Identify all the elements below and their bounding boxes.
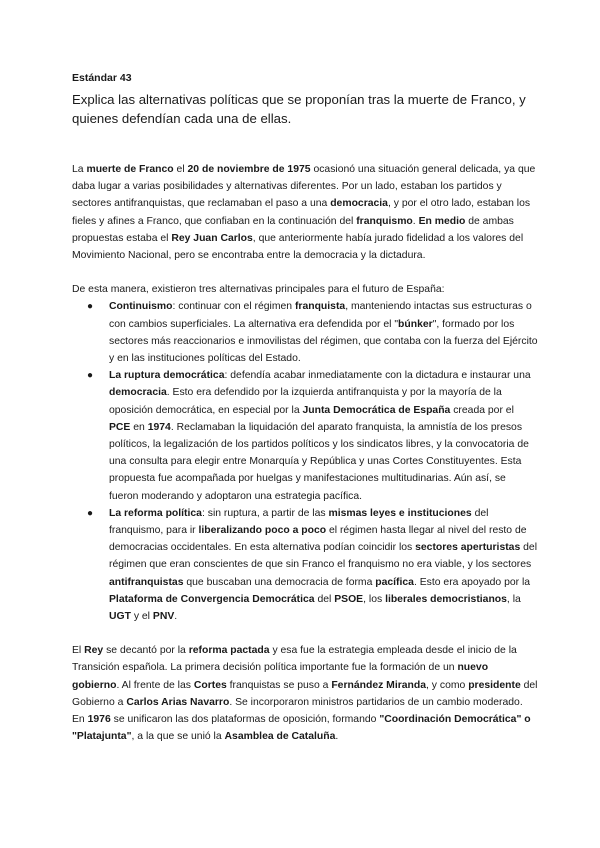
bold-run: La ruptura democrática bbox=[109, 370, 225, 382]
bold-run: 20 de noviembre de 1975 bbox=[187, 164, 311, 175]
text-run: : continuar con el régimen bbox=[172, 301, 295, 313]
text-run: el régimen hasta llegar al nivel del resto de democracias occidentales. En esta alternativa podían coincidir los bbox=[109, 525, 527, 554]
bullet-icon: ● bbox=[87, 301, 94, 313]
list-item bbox=[87, 298, 538, 367]
text-run: del franquismo, para ir bbox=[109, 507, 489, 537]
standard-label: Estándar 43 bbox=[72, 72, 132, 84]
list-item-text bbox=[109, 370, 531, 501]
text-run: De esta manera, existieron tres alternativas principales para el futuro de España: bbox=[72, 284, 445, 296]
text-run: y esa fue la estrategia empleada desde el inicio de la Transición española. La primera decisión política importante fue la formación de un bbox=[72, 645, 517, 674]
bold-run: Carlos Arias Navarro bbox=[126, 696, 230, 708]
text-run: . Al frente de las bbox=[116, 679, 194, 691]
bold-run: antifranquistas bbox=[109, 576, 184, 588]
bold-run: Rey bbox=[84, 645, 104, 657]
list-item-text bbox=[109, 508, 537, 622]
list-item-text bbox=[109, 301, 538, 364]
text-run: : defendía acabar inmediatamente con la dictadura e instaurar una bbox=[224, 370, 531, 382]
text-run: , manteniendo intactas sus estructuras o con cambios superficiales. La alternativa era defendida por el " bbox=[109, 301, 532, 330]
text-run: . Reclamaban la liquidación del aparato franquista, la amnistía de los presos políticos, la legalización de los partidos políticos y los sindicatos libres, y la convocatoria de una consulta para elegir entre Monarquía y República y unas Cortes Constituyentes. Esta propuesta fue acompañada por huelgas y manifestaciones multitudinarias. Aún así, se fueron moderando y adoptaron una estrategia pacífica. bbox=[109, 421, 529, 502]
text-run: de ambas propuestas estaba el bbox=[72, 215, 514, 244]
text-run: . bbox=[412, 215, 419, 227]
bold-run: PSOE bbox=[334, 593, 364, 605]
bold-run: Plataforma de Convergencia Democrática bbox=[109, 593, 315, 605]
text-run: y el bbox=[130, 611, 153, 623]
bold-run: "Coordinación Democrática" o "Platajunta" bbox=[72, 714, 531, 743]
bullet-icon: ● bbox=[87, 370, 94, 382]
text-run: se decantó por la bbox=[103, 645, 189, 657]
bold-run: democracia bbox=[109, 387, 167, 399]
text-run: . bbox=[174, 611, 178, 623]
conclusion-paragraph bbox=[72, 642, 538, 745]
bold-run: Cortes bbox=[193, 679, 227, 691]
bold-run: pacífica bbox=[375, 576, 414, 588]
text-run: , y por el otro lado, estaban los fieles y afines a Franco, que confiaban en la continuación del bbox=[72, 198, 531, 227]
bold-run: Rey Juan Carlos bbox=[171, 232, 253, 244]
text-run: . bbox=[335, 731, 339, 743]
text-run: del régimen que eran conscientes de que sin Franco el franquismo no era viable, y los sectores bbox=[109, 542, 538, 571]
bold-run: democracia bbox=[330, 198, 388, 210]
bold-run: PCE bbox=[109, 421, 131, 433]
bold-run: franquismo bbox=[356, 215, 413, 227]
bold-run: muerte de Franco bbox=[86, 164, 174, 175]
text-run: , la bbox=[506, 593, 521, 605]
bullet-icon: ● bbox=[87, 507, 94, 519]
bold-run: Asamblea de Cataluña bbox=[224, 731, 336, 743]
bold-run: 1974 bbox=[147, 421, 171, 433]
text-run: franquistas se puso a bbox=[226, 679, 332, 691]
text-run: . Se incorporaron ministros partidarios de un cambio moderado. En bbox=[72, 696, 523, 726]
text-run: , que anteriormente había jurado fidelidad a los valores del Movimiento Nacional, pero se encontraba entre la democracia y la dictadura. bbox=[72, 232, 524, 262]
text-run: . Esto era defendido por la izquierda antifranquista y por la mayoría de la oposición democrática, en especial por la bbox=[109, 387, 502, 416]
text-run: El bbox=[72, 645, 85, 657]
text-run: , a la que se unió la bbox=[131, 731, 225, 743]
intro-paragraph bbox=[72, 161, 538, 264]
bold-run: 1976 bbox=[87, 714, 111, 726]
bold-run: sectores aperturistas bbox=[415, 542, 521, 554]
question-heading: Explica las alternativas políticas que se proponían tras la muerte de Franco, y quienes defendían cada una de ellas. bbox=[72, 92, 526, 126]
bold-run: presidente bbox=[468, 679, 521, 691]
bold-run: búnker bbox=[398, 318, 433, 330]
bold-run: En medio bbox=[418, 215, 466, 227]
bold-run: UGT bbox=[109, 611, 131, 623]
text-run: La bbox=[72, 164, 87, 175]
bold-run: nuevo gobierno bbox=[72, 662, 489, 691]
text-run: del bbox=[314, 593, 335, 605]
alternatives-list bbox=[72, 298, 538, 625]
bold-run: franquista bbox=[294, 301, 346, 313]
alternatives-intro bbox=[72, 281, 538, 298]
text-run: , y como bbox=[426, 679, 469, 691]
text-run: el bbox=[173, 164, 188, 175]
text-run: : sin ruptura, a partir de las bbox=[201, 507, 329, 519]
bold-run: La reforma política bbox=[109, 507, 202, 519]
text-run: del Gobierno a bbox=[72, 679, 538, 708]
bold-run: liberalizando poco a poco bbox=[198, 525, 327, 537]
bold-run: Junta Democrática de España bbox=[302, 404, 451, 416]
text-run: creada por el bbox=[450, 404, 514, 416]
text-run: se unificaron las dos plataformas de oposición, formando bbox=[110, 714, 380, 726]
bold-run: Continuismo bbox=[109, 301, 173, 313]
list-item bbox=[87, 367, 538, 505]
bold-run: reforma pactada bbox=[188, 645, 270, 657]
text-run: . Esto era apoyado por la bbox=[413, 576, 531, 588]
text-run: ", formado por los sectores más reaccionarios e inmovilistas del régimen, que contaba con la fuerza del Ejército y en las instituciones políticas del Estado. bbox=[109, 318, 538, 365]
bold-run: PNV bbox=[152, 611, 175, 623]
bold-run: liberales democristianos bbox=[385, 593, 507, 605]
text-run: en bbox=[130, 421, 148, 433]
bold-run: Fernández Miranda bbox=[331, 679, 427, 691]
text-run: que buscaban una democracia de forma bbox=[183, 576, 376, 588]
text-run: ocasionó una situación general delicada, ya que daba lugar a varias posibilidades y alternativas diferentes. Por un lado, estaban los partidos y sectores antifranquistas, que reclamaban el paso a una bbox=[72, 164, 536, 210]
bold-run: mismas leyes e instituciones bbox=[328, 507, 472, 519]
text-run: , los bbox=[363, 593, 386, 605]
list-item bbox=[87, 505, 538, 625]
